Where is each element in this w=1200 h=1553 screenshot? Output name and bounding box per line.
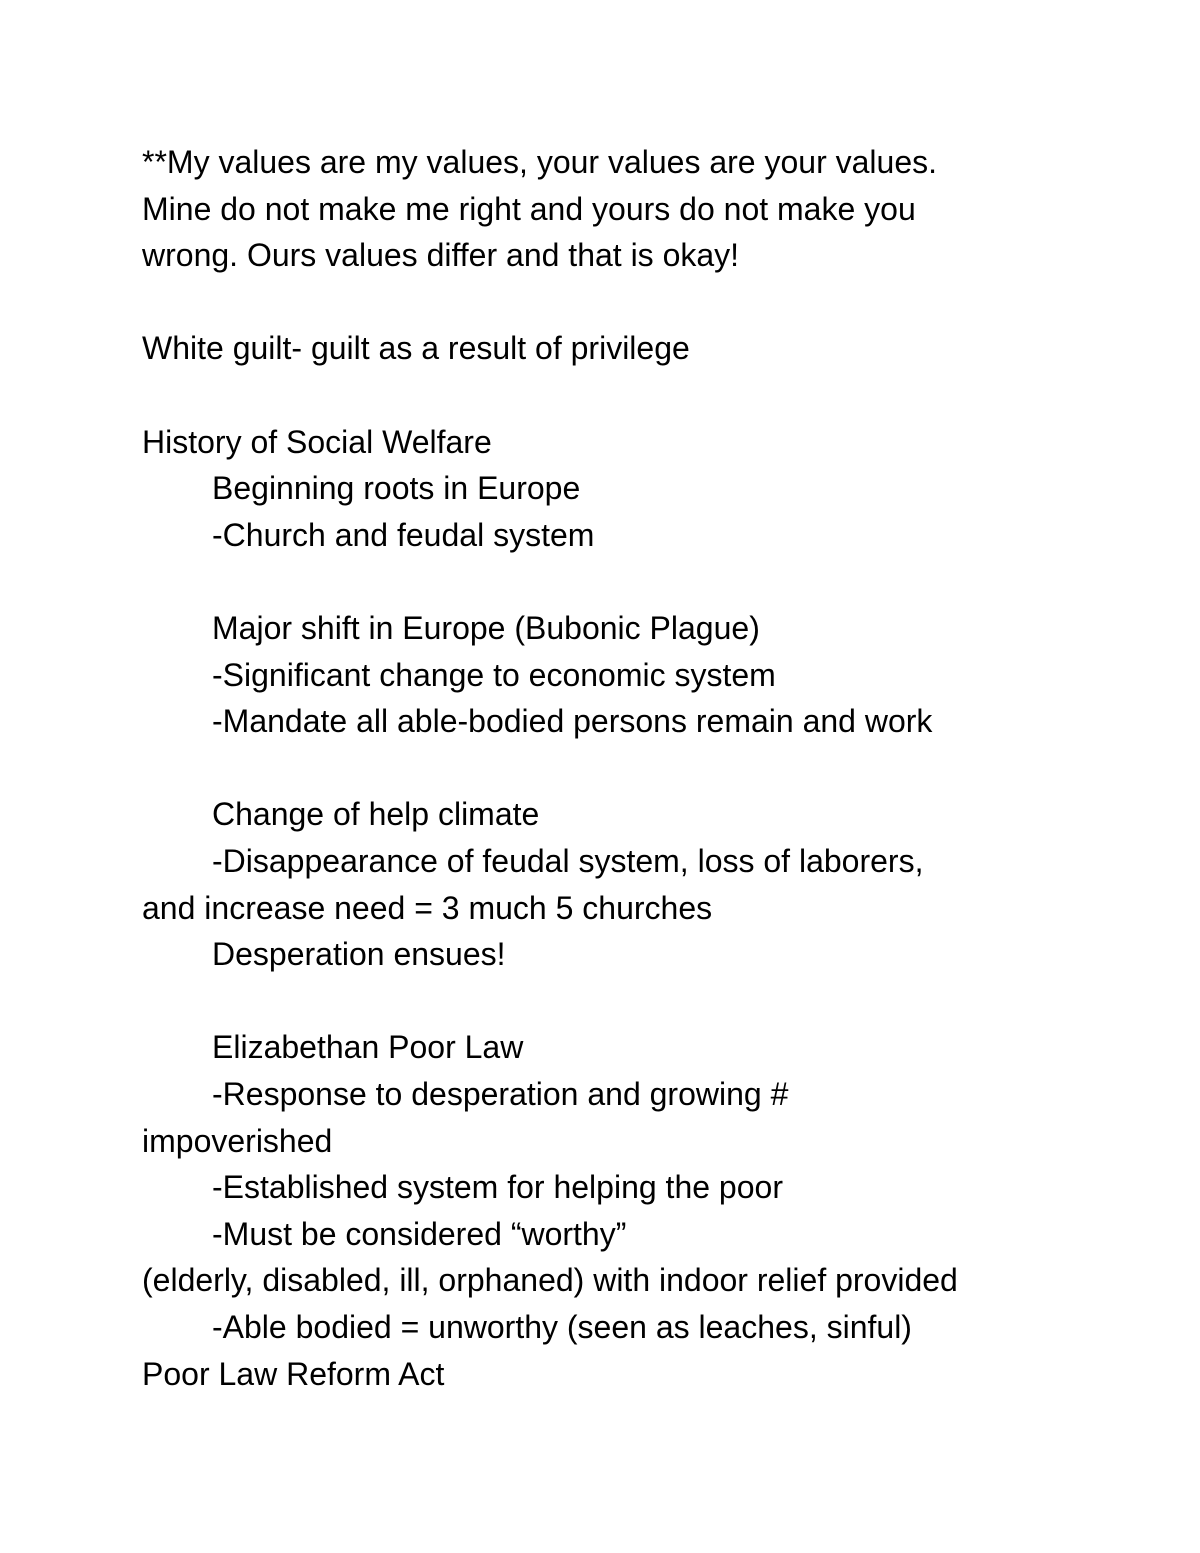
text-line: Change of help climate: [212, 796, 540, 833]
text-line: -Mandate all able-bodied persons remain and work: [212, 703, 933, 740]
text-line: and increase need = 3 much 5 churches: [142, 889, 713, 926]
text-line: -Response to desperation and growing #: [212, 1076, 789, 1112]
text-line: History of Social Welfare: [142, 423, 492, 460]
text-line: Major shift in Europe (Bubonic Plague): [212, 610, 760, 646]
text-line: (elderly, disabled, ill, orphaned) with indoor relief provided: [142, 1262, 958, 1299]
text-line: -Disappearance of feudal system, loss of laborers,: [212, 843, 924, 879]
text-line: Elizabethan Poor Law: [212, 1029, 524, 1066]
text-line: Mine do not make me right and yours do not make you: [142, 190, 916, 227]
text-line: Poor Law Reform Act: [142, 1355, 445, 1392]
text-line: -Established system for helping the poor: [212, 1169, 783, 1206]
text-line: White guilt- guilt as a result of privilege: [142, 330, 690, 367]
text-line: -Must be considered “worthy”: [212, 1215, 627, 1252]
text-line: wrong. Ours values differ and that is okay!: [142, 237, 740, 274]
text-line: Beginning roots in Europe: [212, 470, 581, 507]
text-line: impoverished: [142, 1122, 333, 1159]
text-line: -Significant change to economic system: [212, 656, 776, 693]
text-line: -Able bodied = unworthy (seen as leaches, sinful): [212, 1309, 912, 1345]
text-line: Desperation ensues!: [212, 936, 506, 973]
text-line: -Church and feudal system: [212, 516, 595, 553]
text-line: **My values are my values, your values are your values.: [142, 144, 938, 180]
